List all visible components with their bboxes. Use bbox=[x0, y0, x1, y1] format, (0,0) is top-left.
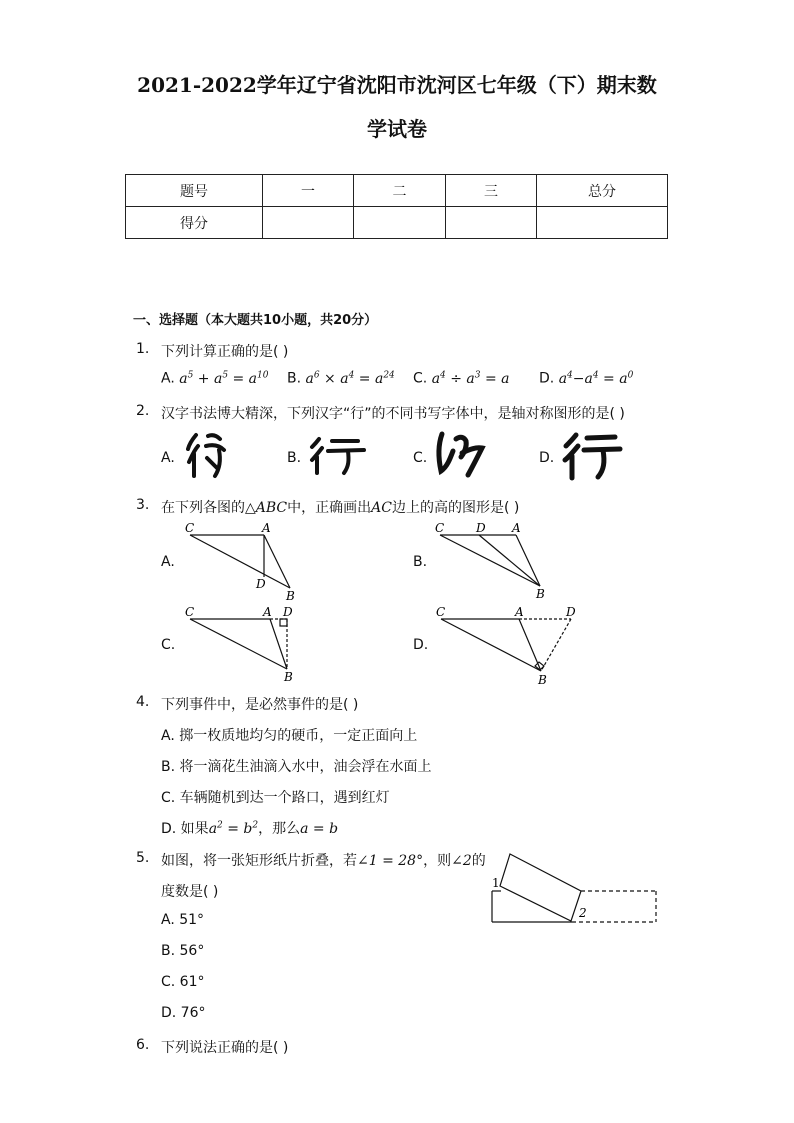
vertex-label-c: C bbox=[436, 605, 446, 619]
vertex-label-d: D bbox=[566, 605, 576, 619]
option-letter: C. bbox=[413, 370, 428, 387]
score-input-cell[interactable] bbox=[537, 207, 668, 239]
option-a[interactable]: A. 掷一枚质地均匀的硬币，一定正面向上 bbox=[161, 728, 418, 744]
option-b[interactable]: B. 将一滴花生油滴入水中，油会浮在水面上 bbox=[161, 759, 432, 775]
question-stem: 下列事件中，是必然事件的是( ) bbox=[161, 697, 359, 713]
option-a[interactable] bbox=[161, 370, 268, 387]
option-c[interactable] bbox=[161, 637, 175, 653]
option-expression: $a^2 = b^2$ bbox=[208, 820, 259, 837]
option-letter: B. bbox=[287, 370, 302, 387]
folded-rectangle-figure bbox=[486, 850, 666, 930]
option-expression: $a^6 \times a^4 = a^{24}$ bbox=[305, 370, 395, 387]
question-number: 1. bbox=[136, 341, 150, 357]
vertex-label-c: C bbox=[435, 521, 445, 535]
option-letter: D. bbox=[539, 450, 555, 466]
exam-title-line1: 2021-2022学年辽宁省沈阳市沈河区七年级（下）期末数 bbox=[137, 73, 657, 97]
triangle-figure-c bbox=[182, 603, 312, 687]
option-letter: B. bbox=[287, 450, 302, 466]
option-letter: C. bbox=[161, 637, 176, 653]
score-table-score-row bbox=[126, 207, 668, 239]
vertex-label-b: B bbox=[538, 673, 547, 687]
option-d[interactable] bbox=[539, 370, 633, 387]
calligraphy-cursive-script-glyph bbox=[434, 431, 492, 477]
option-c[interactable] bbox=[413, 450, 427, 466]
question-stem: 汉字书法博大精深，下列汉字“行”的不同书写字体中，是轴对称图形的是( ) bbox=[161, 406, 625, 422]
vertex-label-b: B bbox=[286, 589, 295, 603]
vertex-label-b: B bbox=[284, 670, 293, 684]
score-header-cell: 二 bbox=[354, 175, 446, 207]
vertex-label-c: C bbox=[185, 605, 195, 619]
calligraphy-regular-script-glyph bbox=[563, 432, 623, 480]
triangle-figure-b bbox=[432, 520, 552, 604]
vertex-label-a: A bbox=[515, 605, 524, 619]
option-letter: D. bbox=[539, 370, 555, 387]
question-stem: 下列计算正确的是( ) bbox=[161, 344, 289, 360]
option-d[interactable]: D. 如果$a^2 = b^2$，那么a = b bbox=[161, 820, 339, 837]
option-d[interactable] bbox=[413, 637, 428, 653]
option-letter: A. bbox=[161, 450, 175, 466]
score-header-cell: 题号 bbox=[126, 175, 263, 207]
option-b[interactable]: B. 56° bbox=[161, 943, 205, 959]
option-c[interactable] bbox=[413, 370, 509, 387]
question-number: 3. bbox=[136, 497, 150, 513]
option-letter: B. bbox=[413, 554, 428, 570]
option-letter: A. bbox=[161, 554, 175, 570]
triangle-figure-d bbox=[433, 603, 583, 689]
option-a[interactable]: A. 51° bbox=[161, 912, 205, 928]
question-stem-line1: 如图，将一张矩形纸片折叠，若∠1 = 28°，则∠2的 bbox=[161, 853, 486, 869]
calligraphy-seal-script-glyph bbox=[186, 432, 238, 478]
score-header-cell: 三 bbox=[446, 175, 537, 207]
vertex-label-d: D bbox=[256, 577, 266, 591]
score-header-cell: 一 bbox=[263, 175, 354, 207]
option-b[interactable] bbox=[413, 554, 427, 570]
option-expression: $a^4-a^4 = a^0$ bbox=[558, 370, 634, 387]
angle-label-1: 1 bbox=[492, 876, 500, 890]
vertex-label-d: D bbox=[476, 521, 486, 535]
option-b[interactable] bbox=[287, 370, 395, 387]
score-table bbox=[125, 174, 668, 239]
question-stem: 在下列各图的△ABC中，正确画出AC边上的高的图形是( ) bbox=[161, 500, 520, 516]
angle-label-2: 2 bbox=[579, 906, 587, 920]
exam-title-line2: 学试卷 bbox=[367, 117, 427, 141]
vertex-label-a: A bbox=[263, 605, 272, 619]
question-stem: 下列说法正确的是( ) bbox=[161, 1040, 289, 1056]
score-input-cell[interactable] bbox=[446, 207, 537, 239]
question-stem-line2: 度数是( ) bbox=[161, 884, 219, 900]
vertex-label-a: A bbox=[262, 521, 271, 535]
vertex-label-c: C bbox=[185, 521, 195, 535]
option-d[interactable]: D. 76° bbox=[161, 1005, 206, 1021]
triangle-figure-a bbox=[182, 520, 302, 604]
question-number: 4. bbox=[136, 694, 150, 710]
option-d[interactable] bbox=[539, 450, 554, 466]
option-expression: $a^5 + a^5 = a^{10}$ bbox=[179, 370, 269, 387]
option-expression: $a^4 \div a^3 = a$ bbox=[431, 370, 510, 387]
score-input-cell[interactable] bbox=[263, 207, 354, 239]
question-number: 5. bbox=[136, 850, 150, 866]
option-c[interactable]: C. 车辆随机到达一个路口，遇到红灯 bbox=[161, 790, 390, 806]
option-b[interactable] bbox=[287, 450, 301, 466]
vertex-label-b: B bbox=[536, 587, 545, 601]
option-c[interactable]: C. 61° bbox=[161, 974, 205, 990]
option-a[interactable] bbox=[161, 554, 175, 570]
score-table-header-row bbox=[126, 175, 668, 207]
calligraphy-clerical-script-glyph bbox=[310, 436, 370, 476]
option-a[interactable] bbox=[161, 450, 175, 466]
score-input-cell[interactable] bbox=[354, 207, 446, 239]
option-letter: A. bbox=[161, 370, 175, 387]
score-row-label: 得分 bbox=[126, 207, 263, 239]
vertex-label-a: A bbox=[512, 521, 521, 535]
question-number: 2. bbox=[136, 403, 150, 419]
section-heading: 一、选择题（本大题共10小题，共20分） bbox=[133, 313, 378, 328]
vertex-label-d: D bbox=[283, 605, 293, 619]
option-letter: C. bbox=[413, 450, 428, 466]
question-number: 6. bbox=[136, 1037, 150, 1053]
option-letter: D. bbox=[413, 637, 429, 653]
score-header-cell: 总分 bbox=[537, 175, 668, 207]
